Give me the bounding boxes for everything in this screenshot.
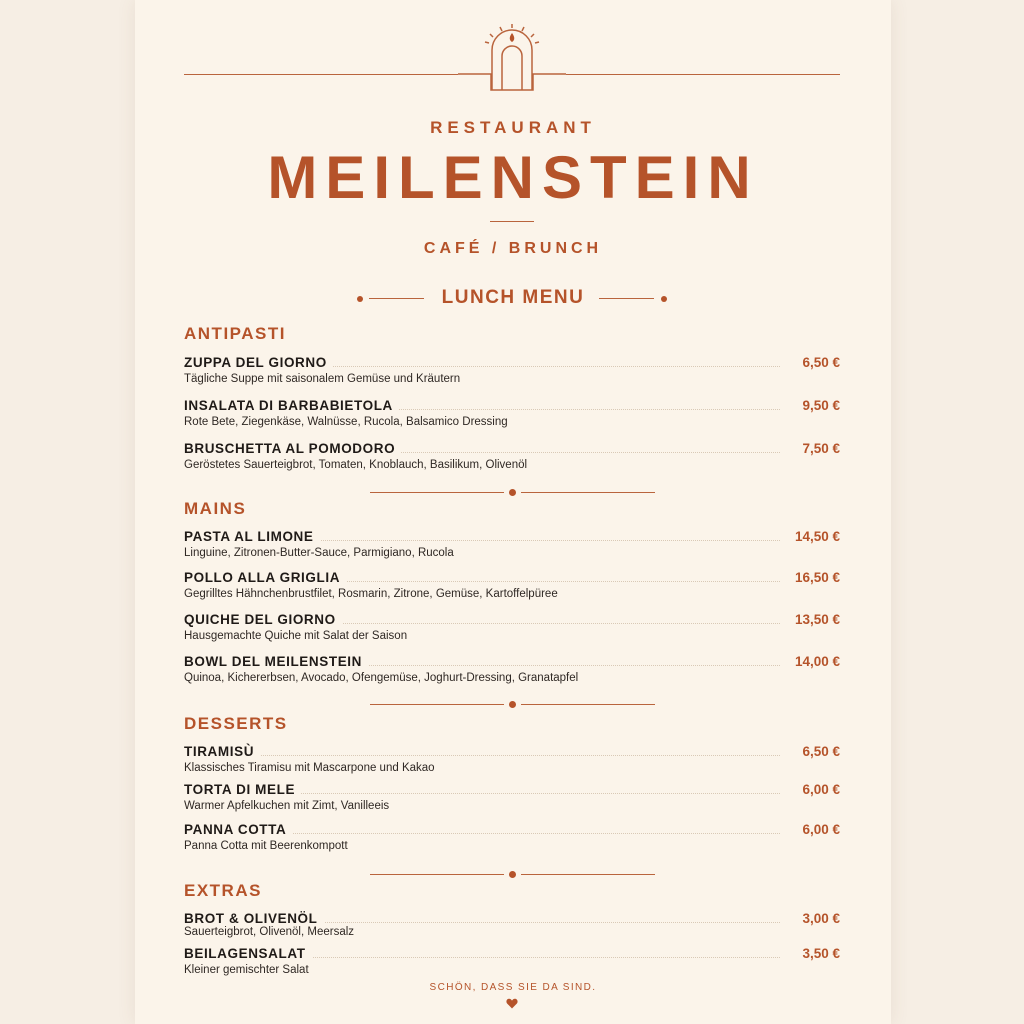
menu-item: [184, 654, 840, 688]
menu-item: [184, 441, 840, 475]
menu-item: [184, 355, 840, 389]
arch-logo-icon: [455, 20, 569, 94]
menu-card: [135, 0, 891, 1024]
item-description: Quinoa, Kichererbsen, Avocado, Ofengemüse, Joghurt-Dressing, Granatapfel: [184, 672, 579, 684]
menu-heading-dot-right: [661, 296, 667, 302]
item-name: BROT & OLIVENÖL: [184, 911, 324, 926]
item-price: 6,00 €: [788, 822, 840, 837]
section-title-antipasti: ANTIPASTI: [184, 324, 286, 343]
item-price: 3,50 €: [788, 946, 840, 961]
menu-item: [184, 398, 840, 432]
price-leader: [184, 755, 780, 756]
header-rule-left: [184, 74, 458, 75]
item-description: Hausgemachte Quiche mit Salat der Saison: [184, 630, 408, 642]
restaurant-name: MEILENSTEIN: [267, 144, 759, 211]
item-price: 13,50 €: [781, 612, 840, 627]
title-rule: [490, 221, 534, 222]
heart-icon: [506, 998, 518, 1009]
section-divider: [370, 870, 655, 880]
item-description: Klassisches Tiramisu mit Mascarpone und Kakao: [184, 762, 435, 774]
menu-title: LUNCH MENU: [441, 287, 585, 308]
item-name: TORTA DI MELE: [184, 782, 301, 797]
header-rule-right: [566, 74, 840, 75]
item-price: 14,50 €: [781, 529, 840, 544]
item-name: QUICHE DEL GIORNO: [184, 612, 342, 627]
item-description: Tägliche Suppe mit saisonalem Gemüse und Kräutern: [184, 373, 461, 385]
item-price: 3,00 €: [788, 911, 840, 926]
menu-item: [184, 529, 840, 563]
menu-item: [184, 570, 840, 604]
menu-item: [184, 822, 840, 856]
item-description: Warmer Apfelkuchen mit Zimt, Vanilleeis: [184, 800, 390, 812]
footer-text: SCHÖN, DASS SIE DA SIND.: [429, 982, 597, 993]
menu-item: [184, 612, 840, 646]
item-price: 9,50 €: [788, 398, 840, 413]
item-name: BEILAGENSALAT: [184, 946, 312, 961]
item-price: 16,50 €: [781, 570, 840, 585]
item-name: ZUPPA DEL GIORNO: [184, 355, 333, 370]
item-description: Sauerteigbrot, Olivenöl, Meersalz: [184, 926, 355, 938]
restaurant-subtitle: CAFÉ / BRUNCH: [423, 240, 603, 257]
section-title-desserts: DESSERTS: [184, 714, 288, 733]
menu-item: [184, 911, 840, 945]
section-title-extras: EXTRAS: [184, 881, 262, 900]
item-name: PASTA AL LIMONE: [184, 529, 320, 544]
item-name: PANNA COTTA: [184, 822, 292, 837]
menu-item: [184, 946, 840, 980]
item-description: Kleiner gemischter Salat: [184, 964, 309, 976]
item-price: 6,50 €: [788, 744, 840, 759]
section-divider: [370, 488, 655, 498]
item-name: INSALATA DI BARBABIETOLA: [184, 398, 399, 413]
section-title-mains: MAINS: [184, 499, 247, 518]
item-price: 14,00 €: [781, 654, 840, 669]
menu-item: [184, 782, 840, 816]
menu-heading-rule-right: [599, 298, 654, 299]
restaurant-eyebrow: RESTAURANT: [430, 118, 596, 137]
item-price: 6,00 €: [788, 782, 840, 797]
section-divider: [370, 700, 655, 710]
item-description: Rote Bete, Ziegenkäse, Walnüsse, Rucola, Balsamico Dressing: [184, 416, 508, 428]
item-name: BOWL DEL MEILENSTEIN: [184, 654, 368, 669]
item-description: Geröstetes Sauerteigbrot, Tomaten, Knoblauch, Basilikum, Olivenöl: [184, 459, 528, 471]
item-price: 7,50 €: [788, 441, 840, 456]
menu-item: [184, 744, 840, 778]
item-name: BRUSCHETTA AL POMODORO: [184, 441, 401, 456]
item-description: Linguine, Zitronen-Butter-Sauce, Parmigiano, Rucola: [184, 547, 454, 559]
item-price: 6,50 €: [788, 355, 840, 370]
item-name: TIRAMISÙ: [184, 744, 260, 759]
item-name: POLLO ALLA GRIGLIA: [184, 570, 346, 585]
item-description: Panna Cotta mit Beerenkompott: [184, 840, 348, 852]
item-description: Gegrilltes Hähnchenbrustfilet, Rosmarin, Zitrone, Gemüse, Kartoffelpüree: [184, 588, 558, 600]
